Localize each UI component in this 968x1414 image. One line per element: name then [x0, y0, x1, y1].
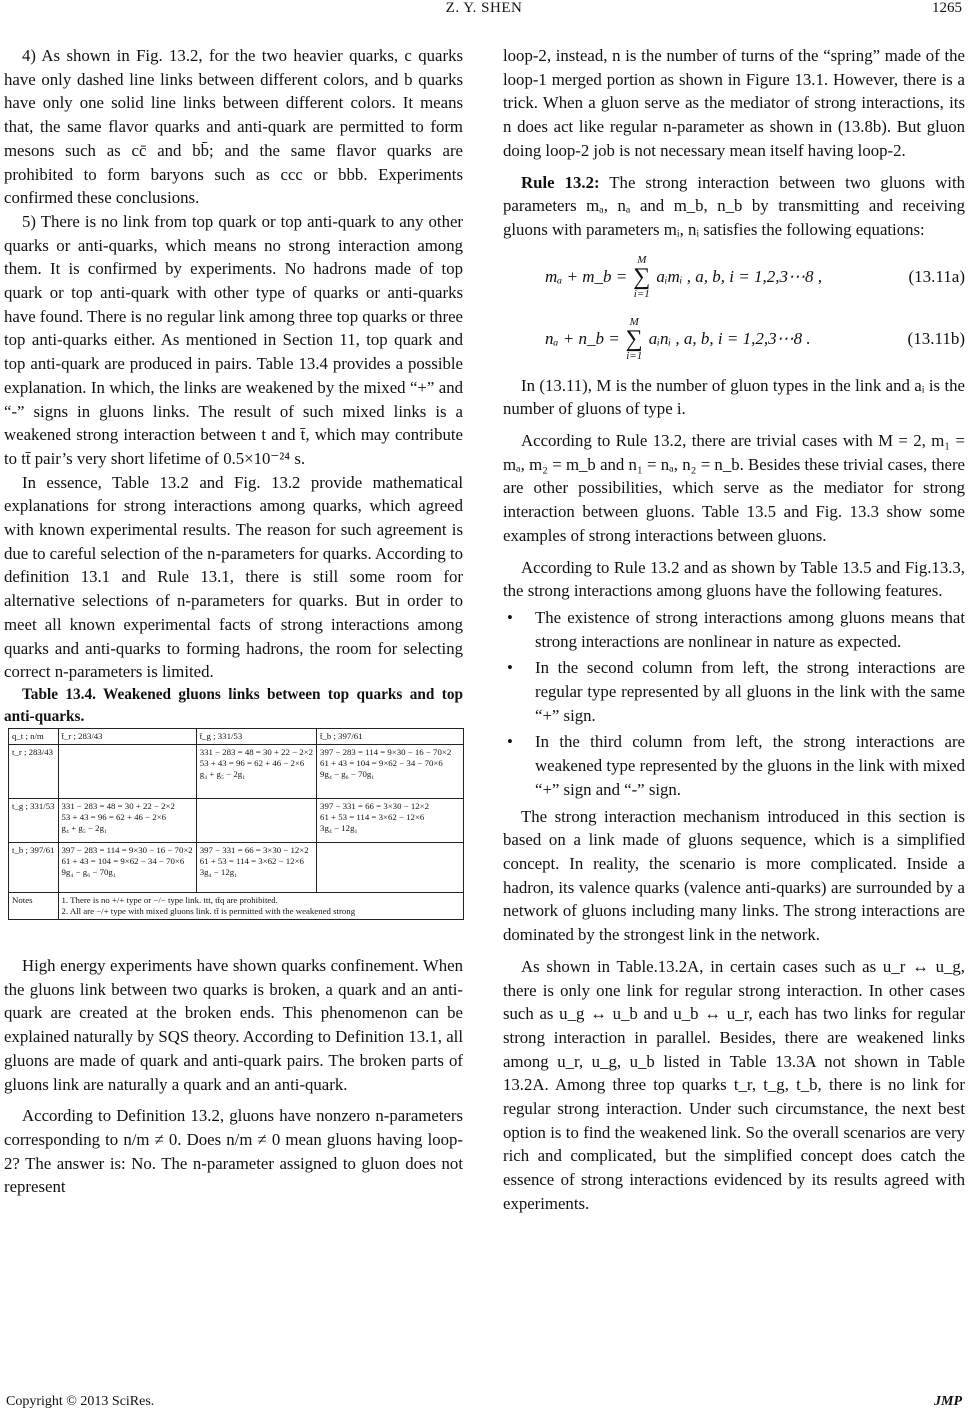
sum-lower: i=1: [626, 349, 643, 362]
right-column: [503, 44, 965, 1216]
table-cell: [196, 798, 316, 842]
paragraph: In (13.11), M is the number of gluon types in the link and aᵢ is the number of gluons of type i.: [503, 375, 965, 419]
sigma-symbol: ∑: [625, 325, 643, 352]
table-cell: [58, 728, 196, 744]
footer-copyright: Copyright © 2013 SciRes.: [6, 1394, 155, 1409]
notes-label: Notes: [12, 894, 33, 905]
paragraph: 5) There is no link from top quark or top anti-quark to any other quarks or anti-quarks, which means no strong interaction among them. It is confirmed by experiments. No hadrons made of top quark or top anti-quark with other type of quarks or anti-quarks have found. There is no regular link among three top quarks or three top anti-quarks either. As mentioned in Section 11, top quark and top anti-quark are produced in pairs. Table 13.4 provides a possible explanation. In which, the links are weakened by the mixed “+” and “-” signs in gluons links. The result of such mixed links is a weakened strong interaction between t and t̄, which may contribute to tt̄ pair’s very short lifetime of 0.5×10⁻²⁴ s.: [4, 211, 463, 468]
table-cell: [196, 744, 316, 798]
table-cell: [9, 892, 59, 919]
cell-line: 331 − 283 = 48 = 30 + 22 − 2×2: [61, 800, 175, 811]
table-header-cell: q_t ; n/m: [12, 730, 44, 741]
rule-text: The strong interaction between two gluons with parameters mₐ, nₐ and m_b, n_b by transmitting and receiving gluons with parameters mᵢ, nᵢ satisfies the following equations:: [503, 172, 965, 239]
list-item: • The existence of strong interactions among gluons means that strong interactions are nonlinear in nature as expected.: [503, 606, 965, 653]
sum-upper: M: [637, 253, 647, 266]
equation-number: (13.11b): [907, 328, 965, 348]
paragraph: The strong interaction mechanism introduced in this section is based on a link made of gluons sequence, which is a simplified concept. In reality, the scenario is more complicated. Inside a hadron, its valence quarks (valence anti-quarks) are surrounded by a network of gluons including many links. The strong interactions are dominated by the strongest link in the network.: [503, 806, 965, 945]
table-row: [9, 744, 464, 798]
cell-line: 397 − 331 = 66 = 3×30 − 12×2: [199, 844, 309, 855]
table-cell: [317, 842, 464, 892]
table-cell: [9, 744, 59, 798]
table-header-cell: t̄_r ; 283/43: [61, 730, 103, 741]
equation-13-11a: [503, 250, 965, 304]
cell-line: 3g₄ − 12g₁: [199, 866, 238, 877]
cell-line: 397 − 331 = 66 = 3×30 − 12×2: [320, 800, 429, 811]
table-note: 2. All are −/+ type with mixed gluons link. tt̄ is permitted with the weakened strong: [61, 905, 356, 916]
table-cell: [9, 728, 59, 744]
equation-body: [545, 254, 822, 300]
cell-line: g₄ + g₅ − 2g₁: [199, 768, 246, 779]
cell-line: 61 + 43 = 104 = 9×62 − 34 − 70×6: [320, 757, 443, 768]
table-row: [9, 798, 464, 842]
feature-list: [503, 606, 965, 802]
table-header-cell: t̄_b ; 397/61: [320, 730, 363, 741]
row-header: t_g ; 331/53: [12, 800, 55, 811]
table-cell: [58, 892, 463, 919]
left-column: [4, 44, 463, 1199]
table-13-4: [8, 728, 464, 920]
cell-line: 397 − 283 = 114 = 9×30 − 16 − 70×2: [61, 844, 193, 855]
cell-line: 61 + 53 = 114 = 3×62 − 12×6: [320, 811, 425, 822]
table-notes-row: [9, 892, 464, 919]
paragraph: 4) As shown in Fig. 13.2, for the two heavier quarks, c quarks have only dashed line links between different colors, and b quarks have only one solid line links between different colors. It means that, the same flavor quarks and anti-quark are permitted to form mesons such as cc̄ and bb̄; and the same flavor quarks are prohibited to form baryons such as ccc or bbb. Experiments confirmed these conclusions.: [4, 46, 463, 208]
sigma-symbol: ∑: [633, 263, 651, 290]
table-cell: [317, 728, 464, 744]
table-header-row: [9, 728, 464, 744]
footer-journal: JMP: [934, 1394, 962, 1409]
list-item: • In the third column from left, the strong interactions are weakened type represented by the gluons in the link with mixed “+” sign and “-” sign.: [503, 730, 965, 801]
table-cell: [317, 744, 464, 798]
table-cell: [58, 798, 196, 842]
cell-line: 61 + 53 = 114 = 3×62 − 12×6: [199, 855, 304, 866]
page-number: 1265: [932, 0, 962, 16]
cell-line: 9g₄ − g₆ − 70g₁: [320, 768, 375, 779]
rule-label: Rule 13.2:: [521, 172, 600, 192]
equation-number: (13.11a): [908, 266, 965, 286]
cell-line: 53 + 43 = 96 = 62 + 46 − 2×6: [199, 757, 305, 768]
equation-lhs: nₐ + n_b =: [545, 328, 620, 348]
paragraph: As shown in Table.13.2A, in certain cases such as u_r ↔ u_g, there is only one link for regular strong interaction. In other cases such as u_g ↔ u_b and u_b ↔ u_r, each has two links for regular strong interaction in parallel. Besides, there are weakened links among u_r, u_g, u_b listed in Table 13.3A not shown in Table 13.2A. Among three top quarks t_r, t_g, t_b, there is no link for regular strong interaction. Under such circumstance, the next best option is to find the weakened link. So the overall scenarios are very rich and complicated, but the simplified concept does catch the essence of strong interactions evidenced by its results agreed with experiments.: [503, 956, 965, 1213]
cell-line: g₄ + g₅ − 2g₁: [61, 822, 108, 833]
summation: [626, 316, 643, 362]
cell-line: 397 − 283 = 114 = 9×30 − 16 − 70×2: [320, 746, 452, 757]
sum-upper: M: [629, 315, 639, 328]
equation-13-11b: [503, 312, 965, 366]
sum-lower: i=1: [633, 287, 650, 300]
list-item: • In the second column from left, the strong interactions are regular type represented by all gluons in the link with the same “+” sign.: [503, 656, 965, 727]
table-cell: [58, 842, 196, 892]
cell-line: 331 − 283 = 48 = 30 + 22 − 2×2: [199, 746, 314, 757]
table-cell: [9, 798, 59, 842]
paragraph: According to Rule 13.2 and as shown by Table 13.5 and Fig.13.3, the strong interactions among gluons have the following features.: [503, 557, 965, 601]
table-row: [9, 842, 464, 892]
cell-line: 9g₄ − g₆ − 70g₁: [61, 866, 116, 877]
summation: [633, 254, 650, 300]
equation-rhs: aᵢnᵢ , a, b, i = 1,2,3⋯8 .: [648, 328, 811, 348]
paragraph: According to Rule 13.2, there are trivial cases with M = 2, m₁ = mₐ, m₂ = m_b and n₁ = nₐ, n₂ = n_b. Besides these trivial cases, there are other possibilities, which serve as the mediator for strong interaction between gluons. Table 13.5 and Fig. 13.3 show some examples of strong interactions between gluons.: [503, 431, 965, 545]
row-header: t_b ; 397/61: [12, 844, 55, 855]
table-cell: [196, 842, 316, 892]
table-caption: Table 13.4. Weakened gluons links between top quarks and top anti-quarks.: [4, 685, 463, 725]
row-header: t_r ; 283/43: [12, 746, 54, 757]
equation-lhs: mₐ + m_b =: [545, 266, 628, 286]
equation-rhs: aᵢmᵢ , a, b, i = 1,2,3⋯8 ,: [656, 266, 822, 286]
cell-line: 61 + 43 = 104 = 9×62 − 34 − 70×6: [61, 855, 185, 866]
table-note: 1. There is no +/+ type or −/− type link. ttt, tt̄q are prohibited.: [61, 894, 278, 905]
table-cell: [9, 842, 59, 892]
cell-line: 53 + 43 = 96 = 62 + 46 − 2×6: [61, 811, 167, 822]
paragraph: High energy experiments have shown quarks confinement. When the gluons link between two quarks is broken, a quark and an anti-quark are created at the broken ends. This phenomenon can be explained naturally by SQS theory. According to Definition 13.1, all gluons are made of quark and anti-quark pairs. The broken parts of gluons link are naturally a quark and an anti-quark.: [4, 955, 463, 1094]
running-header-author: Z. Y. SHEN: [445, 0, 523, 16]
table-header-cell: t̄_g ; 331/53: [199, 730, 243, 741]
cell-line: 3g₄ − 12g₁: [320, 822, 358, 833]
paragraph: loop-2, instead, n is the number of turns of the “spring” made of the loop-1 merged portion as shown in Figure 13.1. However, there is a trick. When a gluon serve as the mediator of strong interactions, its n does act like regular n-parameter as shown in (13.8b). But gluon doing loop-2 job is not necessary mean itself having loop-2.: [503, 46, 965, 160]
paragraph: In essence, Table 13.2 and Fig. 13.2 provide mathematical explanations for strong interactions among quarks, which agreed with known experimental results. The reason for such agreement is due to careful selection of the n-parameters for quarks. According to definition 13.1 and Rule 13.1, there is still some room for alternative selections of n-parameters for quarks. But in order to meet all known experimental facts of strong interactions among quarks and anti-quarks to forming hadrons, the room for selecting correct n-parameters is limited.: [4, 472, 463, 682]
table-cell: [317, 798, 464, 842]
paragraph: According to Definition 13.2, gluons have nonzero n-parameters corresponding to n/m ≠ 0. Does n/m ≠ 0 mean gluons having loop-2? The answer is: No. The n-parameter assigned to gluon does not represent: [4, 1106, 463, 1197]
table-cell: [58, 744, 196, 798]
rule-13-2: [503, 171, 965, 242]
table-cell: [196, 728, 316, 744]
equation-body: [545, 316, 811, 362]
